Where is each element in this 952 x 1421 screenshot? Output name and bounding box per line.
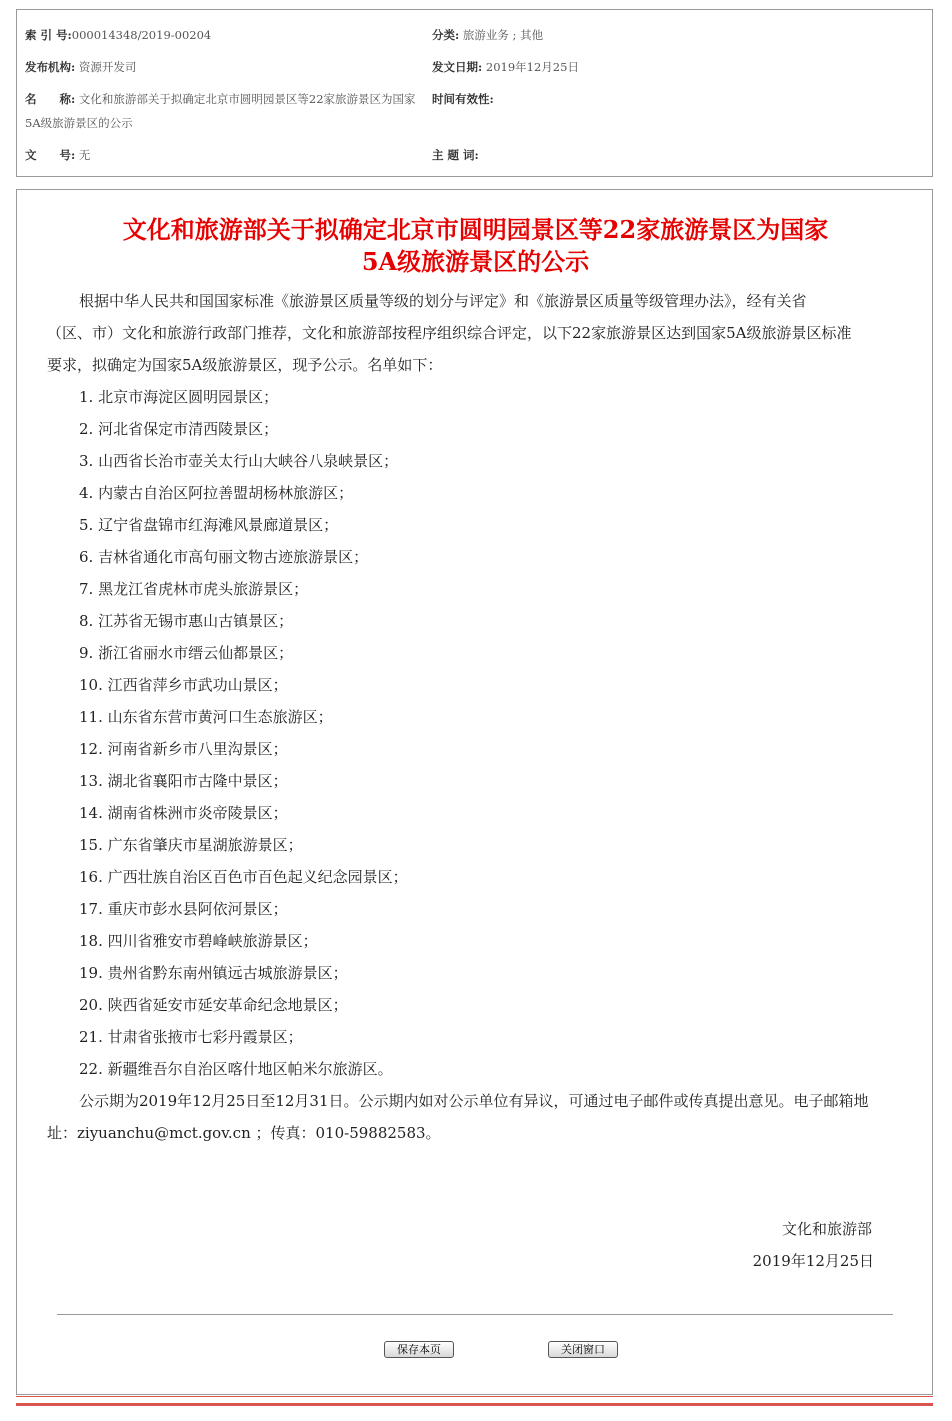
notice-paragraph-line2: 址：ziyuanchu@mct.gov.cn ；传真：010-59882583。 xyxy=(47,1124,441,1142)
scenic-area-list-item: 20. 陕西省延安市延安革命纪念地景区； xyxy=(79,996,348,1014)
scenic-area-list-item: 21. 甘肃省张掖市七彩丹霞景区； xyxy=(79,1028,303,1046)
bottom-red-rule-thin xyxy=(16,1396,933,1397)
publisher-label: 发布机构: xyxy=(25,60,76,74)
keywords-label: 主 题 词: xyxy=(432,148,479,162)
intro-paragraph-line3: 要求，拟确定为国家5A级旅游景区，现予公示。名单如下： xyxy=(47,356,443,374)
scenic-area-list-item: 2. 河北省保定市清西陵景区； xyxy=(79,420,279,438)
issue-date-value: 2019年12月25日 xyxy=(485,60,579,74)
index-number-label: 索 引 号: xyxy=(25,28,72,42)
scenic-area-list-item: 15. 广东省肇庆市星湖旅游景区； xyxy=(79,836,303,854)
signature-organization: 文化和旅游部 xyxy=(781,1220,872,1238)
doc-name-label: 名 称: xyxy=(25,92,76,106)
keywords-row xyxy=(432,147,479,163)
signature-date: 2019年12月25日 xyxy=(752,1252,874,1270)
save-page-button[interactable]: 保存本页 xyxy=(384,1341,454,1358)
close-window-button[interactable]: 关闭窗口 xyxy=(548,1341,618,1358)
doc-number-label: 文 号: xyxy=(25,148,76,162)
doc-number-row xyxy=(25,147,90,163)
scenic-area-list-item: 4. 内蒙古自治区阿拉善盟胡杨林旅游区； xyxy=(79,484,354,502)
doc-number-value: 无 xyxy=(78,148,91,162)
issue-date-row xyxy=(432,59,579,75)
index-number-row xyxy=(25,27,211,43)
scenic-area-list-item: 13. 湖北省襄阳市古隆中景区； xyxy=(79,772,288,790)
document-title-line1: 文化和旅游部关于拟确定北京市圆明园景区等22家旅游景区为国家 xyxy=(122,215,829,244)
bottom-red-rule-thick xyxy=(16,1403,933,1406)
document-title-line2: 5A级旅游景区的公示 xyxy=(361,247,590,276)
category-row xyxy=(432,27,543,43)
scenic-area-list-item: 18. 四川省雅安市碧峰峡旅游景区； xyxy=(79,932,318,950)
index-number-value: 000014348/2019-00204 xyxy=(71,28,212,42)
scenic-area-list-item: 19. 贵州省黔东南州镇远古城旅游景区； xyxy=(79,964,348,982)
notice-paragraph-line1: 公示期为2019年12月25日至12月31日。公示期内如对公示单位有异议，可通过电子邮件或传真提出意见。电子邮箱地 xyxy=(79,1092,869,1110)
doc-name-row xyxy=(25,91,416,107)
scenic-area-list-item: 14. 湖南省株洲市炎帝陵景区； xyxy=(79,804,288,822)
scenic-area-list-item: 8. 江苏省无锡市惠山古镇景区； xyxy=(79,612,294,630)
scenic-area-list-item: 16. 广西壮族自治区百色市百色起义纪念园景区； xyxy=(79,868,408,886)
doc-name-value-line2: 5A级旅游景区的公示 xyxy=(25,116,133,130)
scenic-area-list-item: 10. 江西省萍乡市武功山景区； xyxy=(79,676,288,694)
validity-label: 时间有效性: xyxy=(432,92,494,106)
scenic-area-list-item: 12. 河南省新乡市八里沟景区； xyxy=(79,740,288,758)
footer-divider xyxy=(57,1314,893,1315)
scenic-area-list-item: 5. 辽宁省盘锦市红海滩风景廊道景区； xyxy=(79,516,339,534)
category-label: 分类: xyxy=(432,28,460,42)
scenic-area-list-item: 22. 新疆维吾尔自治区喀什地区帕米尔旅游区。 xyxy=(79,1060,393,1078)
scenic-area-list-item: 7. 黑龙江省虎林市虎头旅游景区； xyxy=(79,580,309,598)
validity-row xyxy=(432,91,494,107)
publisher-value: 资源开发司 xyxy=(78,60,137,74)
publisher-row xyxy=(25,59,136,75)
document-metadata-panel xyxy=(16,9,933,177)
scenic-area-list-item: 6. 吉林省通化市高句丽文物古迹旅游景区； xyxy=(79,548,369,566)
doc-name-value-line1: 文化和旅游部关于拟确定北京市圆明园景区等22家旅游景区为国家 xyxy=(78,92,416,106)
scenic-area-list-item: 11. 山东省东营市黄河口生态旅游区； xyxy=(79,708,333,726)
doc-name-row-continued xyxy=(25,115,133,131)
issue-date-label: 发文日期: xyxy=(432,60,483,74)
intro-paragraph-line1: 根据中华人民共和国国家标准《旅游景区质量等级的划分与评定》和《旅游景区质量等级管理办法》，经有关省 xyxy=(79,292,807,310)
intro-paragraph-line2: （区、市）文化和旅游行政部门推荐，文化和旅游部按程序组织综合评定，以下22家旅游景区达到国家5A级旅游景区标准 xyxy=(47,324,852,342)
scenic-area-list-item: 9. 浙江省丽水市缙云仙都景区； xyxy=(79,644,294,662)
scenic-area-list-item: 3. 山西省长治市壶关太行山大峡谷八泉峡景区； xyxy=(79,452,399,470)
category-value: 旅游业务 ; 其他 xyxy=(462,28,544,42)
scenic-area-list-item: 17. 重庆市彭水县阿依河景区； xyxy=(79,900,288,918)
scenic-area-list-item: 1. 北京市海淀区圆明园景区； xyxy=(79,388,279,406)
document-content-panel xyxy=(16,189,933,1395)
